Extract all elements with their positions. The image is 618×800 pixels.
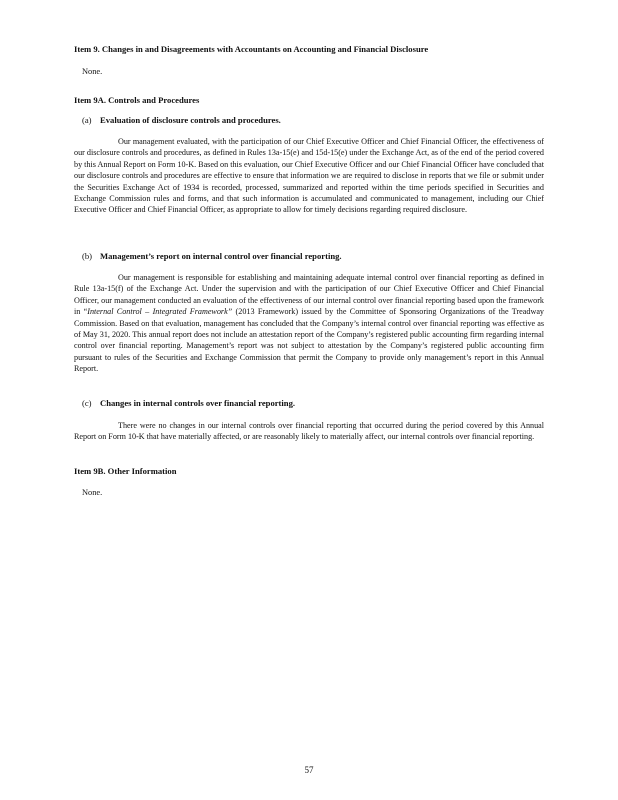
item-9b-heading: Item 9B. Other Information xyxy=(74,466,177,476)
section-a-heading xyxy=(82,115,281,125)
item-9a-heading: Item 9A. Controls and Procedures xyxy=(74,95,200,105)
section-c-text: There were no changes in our internal controls over financial reporting that occurred during the period covered by this Annual Report on Form 10-K that have materially affected, or are reasonably likely to materially affect, our internal controls over financial reporting. xyxy=(74,421,544,442)
page-number: 57 xyxy=(304,765,314,775)
item-9b-body: None. xyxy=(82,488,103,497)
section-c-paragraph xyxy=(74,420,544,443)
section-c-heading xyxy=(82,398,295,408)
section-a-mark: (a) xyxy=(82,115,92,125)
section-b-heading xyxy=(82,251,342,261)
item-9-heading: Item 9. Changes in and Disagreements with Accountants on Accounting and Financial Disclosure xyxy=(74,44,429,54)
section-b-paragraph xyxy=(74,272,544,375)
section-a-title: Evaluation of disclosure controls and procedures. xyxy=(100,115,281,125)
section-c-title: Changes in internal controls over financial reporting. xyxy=(100,398,296,408)
section-c-mark: (c) xyxy=(82,398,92,408)
section-b-title: Management’s report on internal control over financial reporting. xyxy=(100,251,342,261)
section-a-paragraph xyxy=(74,136,544,216)
section-b-framework-title: Internal Control – Integrated Framework” xyxy=(87,307,233,317)
section-a-text: Our management evaluated, with the participation of our Chief Executive Officer and Chief Financial Officer, the effectiveness of our disclosure controls and procedures, as defined in Rules 13a-15(e) and 15d-15(e) under the Exchange Act, as of the end of the period covered by this Annual Report on Form 10-K. Based on this evaluation, our Chief Executive Officer and our Chief Financial Officer have concluded that our disclosure controls and procedures are effective to ensure that information we are required to disclose in reports that we file or submit under the Securities Exchange Act of 1934 is recorded, processed, summarized and reported within the time periods specified in Securities and Exchange Commission rules and forms, and that such information is accumulated and communicated to management, including our Chief Executive Officer and Chief Financial Officer, as appropriate to allow for timely decisions regarding required disclosure. xyxy=(74,137,544,215)
section-b-text-after: (2013 Framework) issued by the Committee of Sponsoring Organizations of the Treadway Commission. Based on that evaluation, management has concluded that the Company’s internal control over financial reporting was effective as of May 31, 2020. This annual report does not include an attestation report of the Company’s registered public accounting firm regarding internal control over financial reporting. Management’s report was not subject to attestation by the Company’s registered public accounting firm pursuant to rules of the Securities and Exchange Commission that permit the Company to provide only management’s report in this Annual Report. xyxy=(74,307,544,374)
section-b-mark: (b) xyxy=(82,251,93,261)
section-b-text-before: Our management is responsible for establishing and maintaining adequate internal control over financial reporting as defined in Rule 13a-15(f) of the Exchange Act. Under the supervision and with the participation of our Chief Executive Officer and Chief Financial Officer, our management conducted an evaluation of the effectiveness of our internal control over financial reporting based upon the framework in “ xyxy=(74,273,544,317)
item-9-body: None. xyxy=(82,67,103,76)
